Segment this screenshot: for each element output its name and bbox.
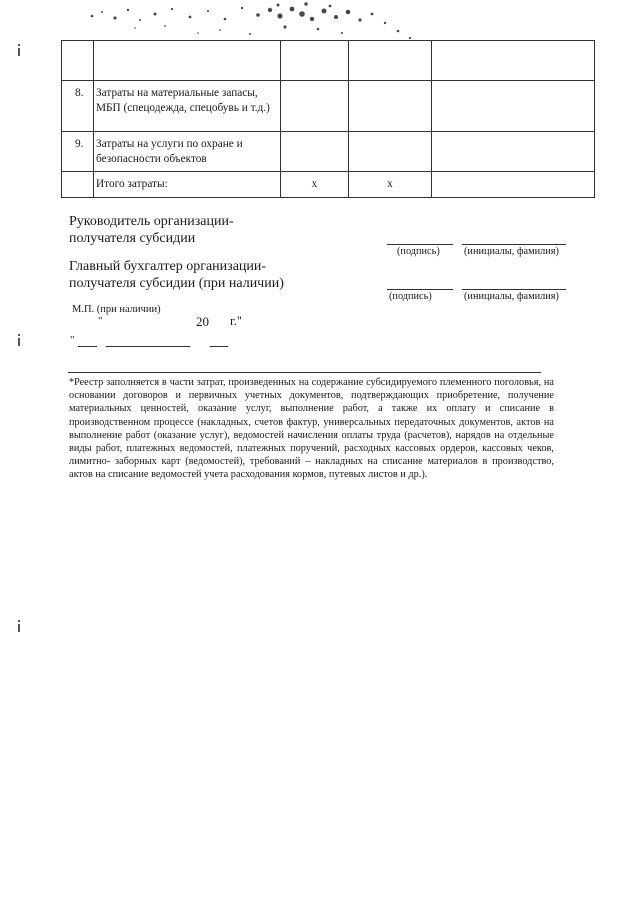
row-name-cell: Затраты на материальные запасы, МБП (спецодежда, спецобувь и т.д.) <box>94 80 281 132</box>
scan-mark-3 <box>18 624 20 632</box>
date-month-line <box>106 346 190 347</box>
row-number-cell: 9. <box>62 132 94 172</box>
head-name-caption: (инициалы, фамилия) <box>464 246 559 257</box>
row-value-cell <box>432 41 595 81</box>
row-value-cell <box>432 132 595 172</box>
total-value-cell: х <box>349 171 432 197</box>
date-year-suffix: г." <box>230 314 242 328</box>
date-year-line <box>210 346 228 347</box>
total-value-cell: х <box>281 171 349 197</box>
row-value-cell <box>281 80 349 132</box>
accountant-name-line <box>462 289 566 290</box>
total-row <box>62 171 595 197</box>
head-name-line <box>462 244 566 245</box>
footnote-separator <box>68 372 541 373</box>
row-value-cell <box>281 41 349 81</box>
table-row <box>62 80 595 132</box>
expense-table <box>61 40 595 198</box>
head-title-line1: Руководитель организации- <box>69 214 234 229</box>
row-value-cell <box>349 80 432 132</box>
row-number-cell: 8. <box>62 80 94 132</box>
row-number-cell <box>62 171 94 197</box>
accountant-signature-line <box>387 289 453 290</box>
head-title-line2: получателя субсидии <box>69 231 196 246</box>
table-row <box>62 132 595 172</box>
date-year-prefix: 20 <box>196 314 209 329</box>
row-number-cell <box>62 41 94 81</box>
row-value-cell <box>349 41 432 81</box>
total-label: Итого затраты: <box>94 171 281 197</box>
row-value-cell <box>432 80 595 132</box>
stamp-label: М.П. (при наличии) <box>72 304 161 315</box>
footnote-text: Реестр заполняется в части затрат, произведенных на содержание субсидируемого племенного поголовья, на основании договоров и первичных учетных документов, подтверждающих приобретение, получение материальных ценностей, оказание услуг, выполнение работ, а также их оплату и списание в производственном процессе (накладных, счетов фактур, универсальных передаточных документов, актов на выполнение работ (оказание услуг), ведомостей начисления оплаты труда (расчетов), нарядов на отдельные виды работ, платежных ведомостей, платежных поручений, расходных кассовых ордеров, кассовых чеков, лимитно- заборных карт (ведомостей), требований – накладных на списание материалов в производство, актов на списание ведомостей учета расходования кормов, путевых листов и др.). <box>69 377 554 481</box>
accountant-sign-caption: (подпись) <box>389 291 432 302</box>
accountant-title-line2: получателя субсидии (при наличии) <box>69 276 284 291</box>
row-name-cell: Затраты на услуги по охране и безопасности объектов <box>94 132 281 172</box>
total-value-cell <box>432 171 595 197</box>
head-sign-caption: (подпись) <box>397 246 440 257</box>
footnote-star: * <box>69 377 74 388</box>
row-name-cell <box>94 41 281 81</box>
table-row <box>62 41 595 81</box>
date-open-quote: " <box>98 315 103 327</box>
scan-mark-2 <box>18 338 20 346</box>
accountant-name-caption: (инициалы, фамилия) <box>464 291 559 302</box>
footnote <box>69 376 554 482</box>
scan-noise <box>80 0 420 44</box>
row-value-cell <box>281 132 349 172</box>
head-signature-line <box>387 244 453 245</box>
date-bottom-quote: " <box>70 334 75 346</box>
scan-mark-1 <box>18 48 20 56</box>
accountant-title-line1: Главный бухгалтер организации- <box>69 259 267 274</box>
row-value-cell <box>349 132 432 172</box>
date-day-line <box>78 346 97 347</box>
